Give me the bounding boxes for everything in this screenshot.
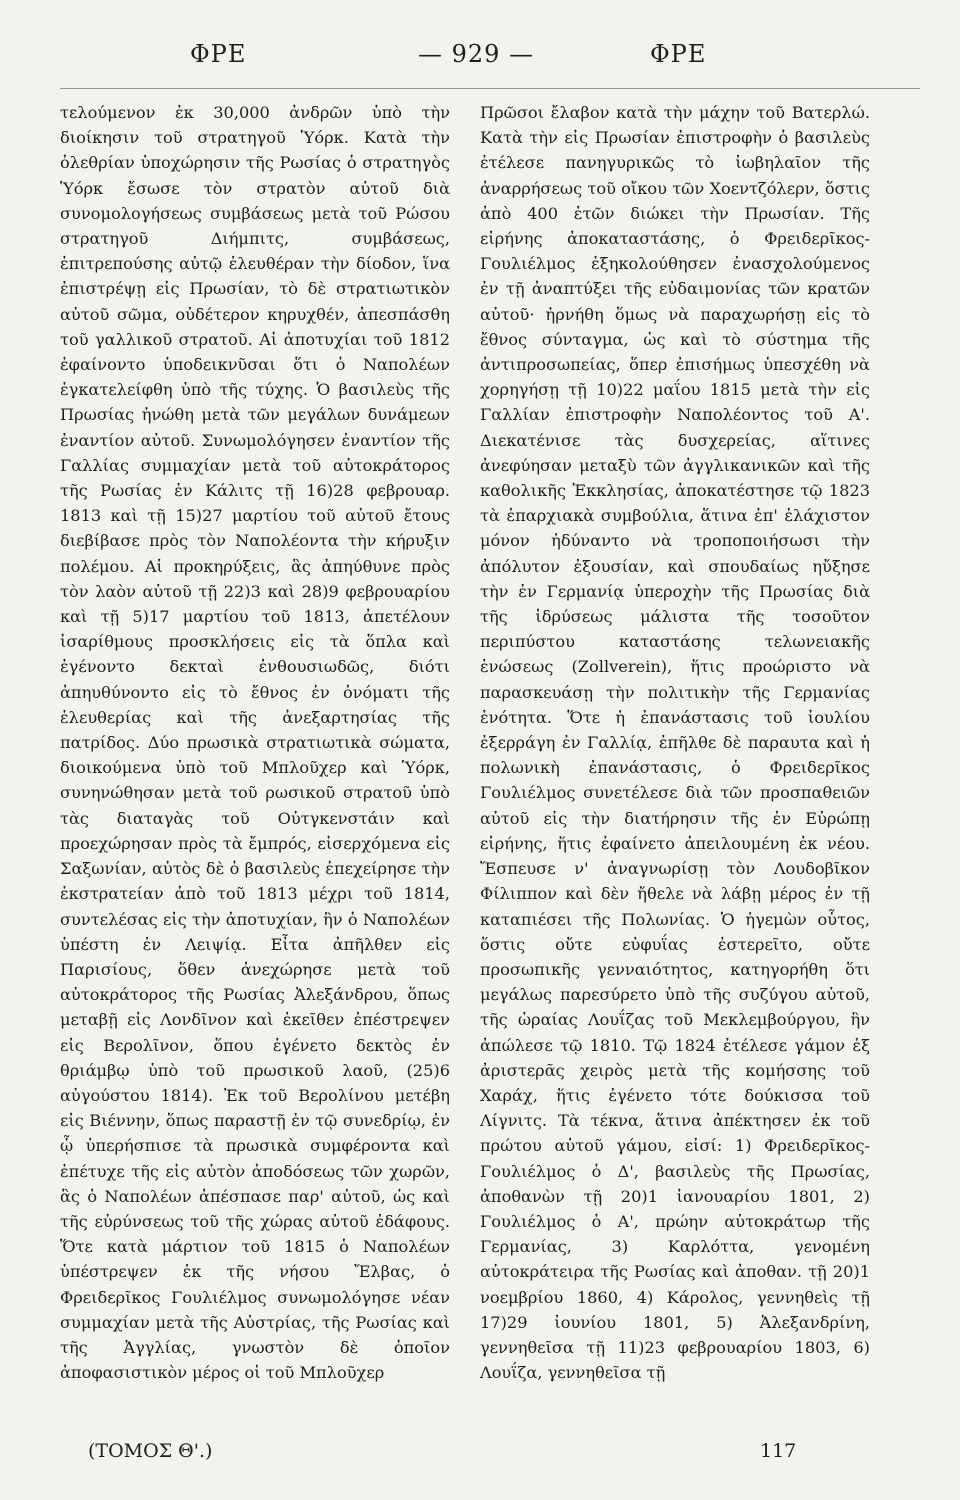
left-column-text: τελούμενον ἐκ 30,000 ἀνδρῶν ὑπὸ τὴν διοίκησιν τοῦ στρατηγοῦ Ὑόρκ. Κατὰ τὴν ὀλεθρίαν ὑποχώρησιν τῆς Ρωσίας ὁ στρατηγὸς Ὑόρκ ἔσωσε τὸν στρατὸν αὐτοῦ διὰ συνομολογήσεως συμβάσεως μετὰ τοῦ Ρώσου στρατηγοῦ Διήμπιτς, συμβάσεως, ἐπιτρεπούσης αὐτῷ ἐλευθέραν τὴν δίοδον, ἵνα ἐπιστρέψῃ εἰς Πρωσίαν, τὸ δὲ στρατιωτικὸν αὐτοῦ σῶμα, οὐδέτερον κηρυχθέν, ἀπεσπάσθη τοῦ γαλλικοῦ στρατοῦ. Αἱ ἀποτυχίαι τοῦ 1812 ἐφαίνοντο ὑποδεικνῦσαι ὅτι ὁ Ναπολέων ἐγκατελείφθη ὑπὸ τῆς τύχης. Ὁ βασιλεὺς τῆς Πρωσίας ἡνώθη μετὰ τῶν μεγάλων δυνάμεων ἐναντίον αὐτοῦ. Συνωμολόγησεν ἐναντίον τῆς Γαλλίας συμμαχίαν μετὰ τοῦ αὐτοκράτορος τῆς Ρωσίας ἐν Κάλιτς τῇ 16)28 φεβρουαρ. 1813 καὶ τῇ 15)27 μαρτίου τοῦ αὐτοῦ ἔτους διεβίβασε πρὸς τὸν Ναπολέοντα τὴν κήρυξιν πολέμου. Αἱ προκηρύξεις, ἃς ἀπηύθυνε πρὸς τὸν λαὸν αὐτοῦ τῇ 22)3 καὶ 28)9 φεβρουαρίου καὶ τῇ 5)17 μαρτίου τοῦ 1813, ἀπετέλουν ἰσαρίθμους προσκλήσεις εἰς τὰ ὅπλα καὶ ἐγένοντο δεκταὶ ἐνθουσιωδῶς, διότι ἀπηυθύνοντο εἰς τὸ ἔθνος ἐν ὀνόματι τῆς ἐλευθερίας καὶ τῆς ἀνεξαρτησίας τῆς πατρίδος. Δύο πρωσικὰ στρατιωτικὰ σώματα, διοικούμενα ὑπὸ τοῦ Μπλοῦχερ καὶ Ὑόρκ, συνηνώθησαν μετὰ τοῦ ρωσικοῦ στρατοῦ ὑπὸ τὰς διαταγὰς τοῦ Οὐτγκενστάιν καὶ προεχώρησαν πρὸς τὰ ἔμπρός, εἰσερχόμενα εἰς Σαξωνίαν, αὐτὸς δὲ ὁ βασιλεὺς ἐπεχείρησε τὴν ἐκστρατείαν ἀπὸ τοῦ 1813 μέχρι τοῦ 1814, συντελέσας εἰς τὴν ἀποτυχίαν, ἣν ὁ Ναπολέων ὑπέστη ἐν Λειψίᾳ. Εἶτα ἀπῆλθεν εἰς Παρισίους, ὅθεν ἀνεχώρησε μετὰ τοῦ αὐτοκράτορος τῆς Ρωσίας Ἀλεξάνδρου, ὅπως μεταβῇ εἰς Λονδῖνον καὶ ἐκεῖθεν ἐπέστρεψεν εἰς Βερολῖνον, ὅπου ἐγένετο δεκτὸς ἐν θριάμβῳ ὑπὸ τοῦ πρωσικοῦ λαοῦ, (25)6 αὐγούστου 1814). Ἐκ τοῦ Βερολίνου μετέβη εἰς Βιέννην, ὅπως παραστῇ ἐν τῷ συνεδρίῳ, ἐν ᾧ ὑπερήσπισε τὰ πρωσικὰ συμφέροντα καὶ ἐπέτυχε τῆς εἰς αὐτὸν ἀποδόσεως τῶν χωρῶν, ἃς ὁ Ναπολέων ἀπέσπασε παρ' αὐτοῦ, ὡς καὶ τῆς εὐρύνσεως τοῦ τῆς χώρας αὐτοῦ ἐδάφους. Ὅτε κατὰ μάρτιον τοῦ 1815 ὁ Ναπολέων ὑπέστρεψεν ἐκ τῆς νήσου Ἔλβας, ὁ Φρειδερῖκος Γουλιέλμος συνωμολόγησε νέαν συμμαχίαν μετὰ τῆς Αὐστρίας, τῆς Ρωσίας καὶ τῆς Ἀγγλίας, γνωστὸν δὲ ὁποῖον ἀποφασιστικὸν μέρος οἱ τοῦ Μπλοῦχερ [60, 103, 456, 1383]
page-header [60, 40, 920, 80]
right-column-text: Πρῶσοι ἔλαβον κατὰ τὴν μάχην τοῦ Βατερλώ. Κατὰ τὴν εἰς Πρωσίαν ἐπιστροφὴν ὁ βασιλεὺς ἐτέλεσε πανηγυρικῶς τὸ ἰωβηλαῖον τῆς ἀναρρήσεως τοῦ οἴκου τῶν Χοεντζόλερν, ὅστις ἀπὸ 400 ἐτῶν διώκει τὴν Πρωσίαν. Τῆς εἰρήνης ἀποκαταστάσης, ὁ Φρειδερῖκος-Γουλιέλμος ἐξηκολούθησεν ἐνασχολούμενος ἐν τῇ ἀναπτύξει τῆς εὐδαιμονίας τῶν κρατῶν αὐτοῦ· ἠρνήθη ὅμως νὰ παραχωρήσῃ εἰς τὸ ἔθνος σύνταγμα, ὡς καὶ τὸ σύστημα τῆς ἀντιπροσωπείας, ὅπερ ἐπισήμως ὑπεσχέθη νὰ χορηγήσῃ τῇ 10)22 μαΐου 1815 μετὰ τὴν εἰς Γαλλίαν ἐπιστροφὴν Ναπολέοντος τοῦ Α'. Διεκατένισε τὰς δυσχερείας, αἵτινες ἀνεφύησαν μεταξὺ τῶν ἀγγλικανικῶν καὶ τῆς καθολικῆς Ἐκκλησίας, ἀποκατέστησε τῷ 1823 τὰ ἐπαρχιακὰ συμβούλια, ἅτινα ἐπ' ἐλάχιστον μόνον ἠδύναντο νὰ τροποποιήσωσι τὴν ἀπόλυτον ἐξουσίαν, καὶ σπουδαίως ηὔξησε τὴν ἐν Γερμανίᾳ ὑπεροχὴν τῆς Πρωσίας διὰ τῆς ἱδρύσεως μάλιστα τῆς τοσοῦτον περιπύστου καταστάσης τελωνειακῆς ἑνώσεως (Zollverein), ἥτις προώριστο νὰ παρασκευάσῃ τὴν πολιτικὴν τῆς Γερμανίας ἑνότητα. Ὅτε ἡ ἐπανάστασις τοῦ ἰουλίου ἐξερράγη ἐν Γαλλίᾳ, ἐπῆλθε δὲ παραυτα καὶ ἡ πολωνικὴ ἐπανάστασις, ὁ Φρειδερῖκος Γουλιέλμος συνετέλεσε διὰ τῶν προσπαθειῶν αὐτοῦ εἰς τὴν διατήρησιν τῆς ἐν Εὐρώπῃ εἰρήνης, ἥτις ἐφαίνετο ἀπειλουμένη ἐκ νέου. Ἔσπευσε ν' ἀναγνωρίσῃ τὸν Λουδοβῖκον Φίλιππον καὶ δὲν ἤθελε νὰ λάβῃ μέρος ἐν τῇ καταπιέσει τῆς Πολωνίας. Ὁ ἡγεμὼν οὗτος, ὅστις οὔτε εὐφυΐας ἐστερεῖτο, οὔτε προσωπικῆς γενναιότητος, κατηγορήθη ὅτι μεγάλως παρεσύρετο ὑπὸ τῆς συζύγου αὐτοῦ, τῆς ὡραίας Λουΐζας τοῦ Μεκλεμβούργου, ἣν ἀπώλεσε τῷ 1810. Τῷ 1824 ἐτέλεσε γάμον ἐξ ἀριστερᾶς χειρὸς μετὰ τῆς κομήσσης τοῦ Χαράχ, ἥτις ἐγένετο τότε δούκισσα τοῦ Λίγνιτς. Τὰ τέκνα, ἅτινα ἀπέκτησεν ἐκ τοῦ πρώτου αὐτοῦ γάμου, εἰσί: 1) Φρειδερῖκος-Γουλιέλμος ὁ Δ', βασιλεὺς τῆς Πρωσίας, ἀποθανὼν τῇ 20)1 ἰανουαρίου 1801, 2) Γουλιέλμος ὁ Α', πρώην αὐτοκράτωρ τῆς Γερμανίας, 3) Καρλόττα, γενομένη αὐτοκράτειρα τῆς Ρωσίας καὶ ἀποθαν. τῇ 20)1 νοεμβρίου 1860, 4) Κάρολος, γεννηθεὶς τῇ 17)29 ἰουνίου 1801, 5) Ἀλεξανδρίνη, γεννηθεῖσα τῇ 11)23 φεβρουαρίου 1803, 6) Λουΐζα, γεννηθεῖσα τῇ [480, 103, 876, 1383]
header-rule [60, 88, 920, 89]
page-number: — 929 — [418, 40, 535, 68]
left-column [60, 100, 456, 1385]
right-column [480, 100, 876, 1385]
header-right-keyword: ΦΡΕ [650, 40, 707, 68]
volume-label: (ΤΟΜΟΣ Θ'.) [88, 1440, 213, 1462]
signature-number: 117 [760, 1440, 797, 1462]
header-left-keyword: ΦΡΕ [190, 40, 247, 68]
